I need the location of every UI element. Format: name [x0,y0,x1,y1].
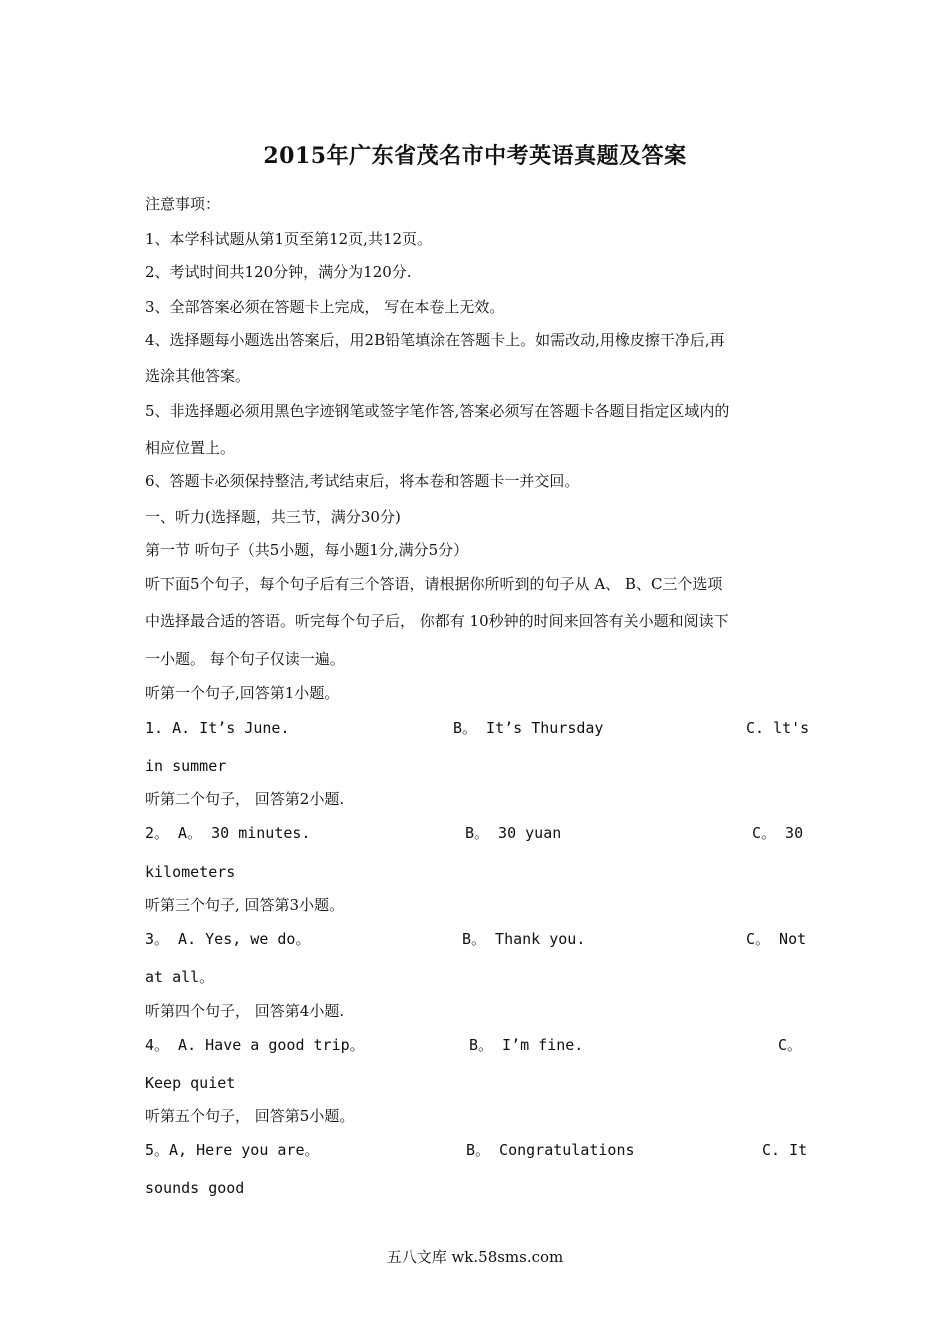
option-a: 5。A, Here you are。 [145,1141,320,1159]
notice-item: 3、全部答案必须在答题卡上完成， 写在本卷上无效。 [145,298,505,316]
question-prompt: 听第四个句子， 回答第4小题. [145,1002,345,1020]
question-prompt: 听第三个句子, 回答第3小题。 [145,896,345,914]
option-c-continued: sounds good [145,1179,245,1197]
question-prompt: 听第五个句子， 回答第5小题。 [145,1107,355,1125]
notice-item: 选涂其他答案。 [145,367,251,385]
part-heading: 第一节 听句子（共5小题，每小题1分,满分5分） [145,541,469,559]
notice-heading: 注意事项： [145,195,221,213]
instructions-line: 一小题。 每个句子仅读一遍。 [145,650,345,668]
option-c: C。 [778,1036,803,1054]
notice-item: 2、考试时间共120分钟，满分为120分. [145,263,412,281]
option-c: C。 Not [746,930,807,948]
option-a: 1. A. It’s June. [145,719,290,737]
question-prompt: 听第二个句子， 回答第2小题. [145,790,345,808]
notice-item: 1、本学科试题从第1页至第12页,共12页。 [145,230,433,248]
option-b: B。 I’m fine. [469,1036,584,1054]
option-c: C. It [762,1141,808,1159]
document-title: 2015年广东省茂名市中考英语真题及答案 [263,143,687,169]
option-b: B。 Thank you. [462,930,586,948]
option-c: C。 30 [752,824,804,842]
notice-item: 6、答题卡必须保持整洁,考试结束后，将本卷和答题卡一并交回。 [145,472,580,490]
option-b: B。 Congratulations [466,1141,635,1159]
option-c-continued: in summer [145,757,227,775]
option-c-continued: at all。 [145,968,215,986]
option-b: B。 It’s Thursday [453,719,604,737]
instructions-line: 中选择最合适的答语。听完每个句子后， 你都有 10秒钟的时间来回答有关小题和阅读下 [145,612,729,630]
section-heading: 一、听力(选择题，共三节，满分30分) [145,508,401,526]
footer-watermark: 五八文库 wk.58sms.com [386,1248,564,1266]
notice-item: 相应位置上。 [145,439,236,457]
option-a: 3。 A. Yes, we do。 [145,930,311,948]
notice-item: 4、选择题每小题选出答案后，用2B铅笔填涂在答题卡上。如需改动,用橡皮擦干净后,再 [145,331,725,349]
option-c: C. lt's [746,719,810,737]
option-c-continued: kilometers [145,863,236,881]
option-a: 4。 A. Have a good trip。 [145,1036,365,1054]
option-a: 2。 A。 30 minutes. [145,824,311,842]
instructions-line: 听下面5个句子，每个句子后有三个答语，请根据你所听到的句子从 A、 B、C三个选项 [145,575,723,593]
option-b: B。 30 yuan [465,824,562,842]
question-prompt: 听第一个句子,回答第1小题。 [145,684,340,702]
notice-item: 5、非选择题必须用黑色字迹钢笔或签字笔作答,答案必须写在答题卡各题目指定区域内的 [145,402,730,420]
option-c-continued: Keep quiet [145,1074,236,1092]
